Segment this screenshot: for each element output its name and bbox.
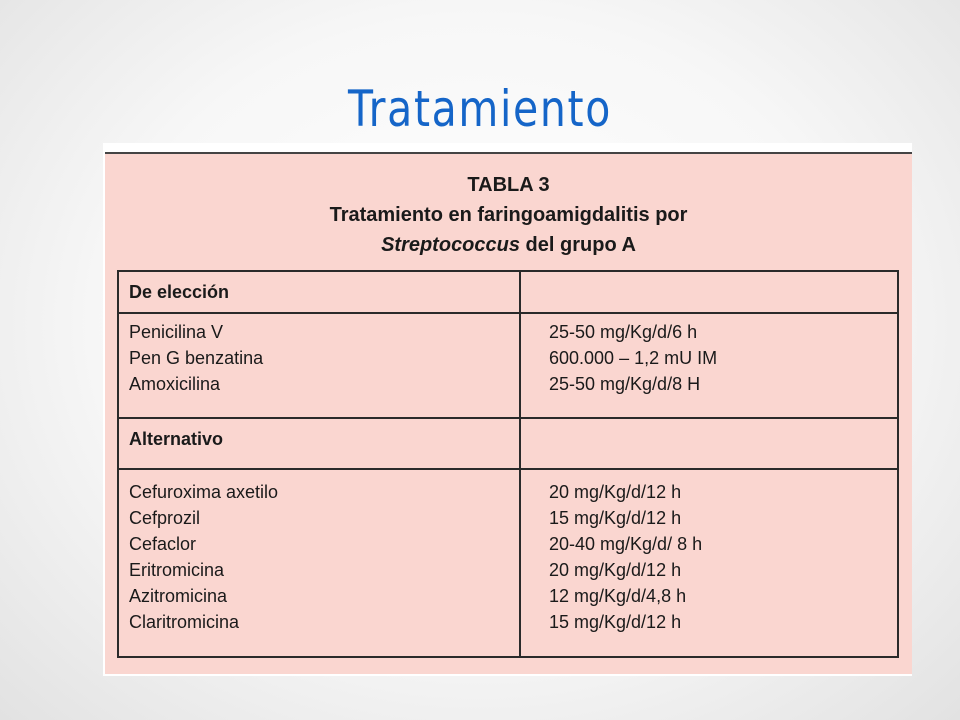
slide-title: Tratamiento: [348, 80, 612, 138]
drug-name: Pen G benzatina: [129, 348, 264, 368]
drug-name: Amoxicilina: [129, 374, 221, 394]
drug-dose: 25-50 mg/Kg/d/6 h: [549, 322, 698, 342]
drug-dose: 20 mg/Kg/d/12 h: [549, 560, 682, 580]
drug-name: Eritromicina: [129, 560, 225, 580]
row-divider: [119, 468, 897, 470]
drug-dose: 25-50 mg/Kg/d/8 H: [549, 374, 701, 394]
column-divider: [519, 272, 521, 656]
drug-dose: 15 mg/Kg/d/12 h: [549, 508, 682, 528]
drug-name: Azitromicina: [129, 586, 228, 606]
drug-dose: 12 mg/Kg/d/4,8 h: [549, 586, 687, 606]
caption-group: del grupo A: [520, 234, 636, 256]
first-choice-drugs: [129, 319, 263, 397]
drug-name: Cefuroxima axetilo: [129, 482, 279, 502]
caption-line-1: TABLA 3: [467, 174, 550, 196]
table-figure: [103, 143, 912, 676]
table-caption: [105, 170, 912, 260]
alternative-doses: [549, 479, 702, 635]
drug-name: Cefprozil: [129, 508, 201, 528]
table-sheet: [105, 152, 912, 674]
section-label-alternative: Alternativo: [129, 429, 224, 449]
drug-dose: 20-40 mg/Kg/d/ 8 h: [549, 534, 703, 554]
drug-name: Penicilina V: [129, 322, 224, 342]
drug-dose: 15 mg/Kg/d/12 h: [549, 612, 682, 632]
caption-line-2: Tratamiento en faringoamigdalitis por: [329, 204, 688, 226]
treatment-table: [117, 270, 899, 658]
row-divider: [119, 417, 897, 419]
row-divider: [119, 312, 897, 314]
drug-name: Cefaclor: [129, 534, 197, 554]
alternative-drugs: [129, 479, 278, 635]
caption-organism: Streptococcus: [381, 234, 520, 256]
drug-dose: 600.000 – 1,2 mU IM: [549, 348, 718, 368]
drug-dose: 20 mg/Kg/d/12 h: [549, 482, 682, 502]
first-choice-doses: [549, 319, 717, 397]
caption-line-3: [105, 230, 912, 260]
drug-name: Claritromicina: [129, 612, 240, 632]
section-label-first-choice: De elección: [129, 282, 230, 302]
